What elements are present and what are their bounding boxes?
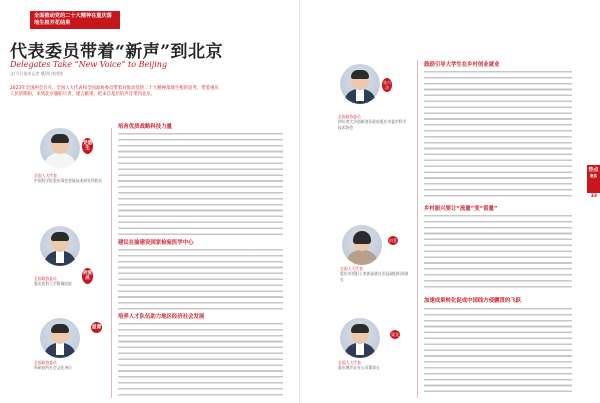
person-caption: 全国政协委员 四川省大学创新创业政府重庆市委市科学技术协会 [338, 114, 407, 130]
portrait-photo [340, 318, 380, 358]
section-heading: 鼓励引导大学生在乡村创业就业 [424, 62, 500, 68]
person-caption: 全国政协委员 科研院所社会文化单位 [34, 360, 72, 371]
article-title: 代表委员带着“新声”到北京 [10, 42, 224, 62]
section-heading: 培育优质战略科技力量 [118, 124, 172, 130]
body-text-block [424, 308, 572, 396]
name-tag: 张兴涛 [383, 80, 391, 90]
body-text-block [118, 133, 283, 239]
portrait-photo [40, 318, 80, 358]
section-heading: 培养人才队伍助力地区经济社会发展 [118, 314, 205, 320]
topic-badge: 全面推动党的二十大精神在重庆落地生根开花结果 [30, 11, 120, 29]
body-text-block [118, 323, 283, 397]
name-tag: 党德生 [82, 138, 93, 154]
intro-paragraph: 2023年全国两会召开，全国人大代表和全国政协委员带着对推动党的二十大精神落地生根的思考，带着重庆人民的期盼，来到北京履职尽责，建言献策，把来自基层的声音带到北京。 [10, 86, 219, 98]
column-divider [417, 60, 418, 398]
portrait-photo [40, 128, 80, 168]
section-heading: 乡村振兴要让“流量”变“留量” [424, 206, 498, 212]
body-text-block [424, 215, 572, 291]
person-caption: 全国人大代表 中国科学院重庆绿色智能技术研究所院长 [34, 173, 103, 184]
portrait-photo [342, 225, 382, 265]
name-tag: 府爱成 [82, 268, 93, 284]
body-text-block [424, 71, 572, 199]
person-caption: 全国人大代表 重庆市酉阳土家族苗族自治县副组织部部长 [340, 266, 409, 282]
column-divider [111, 128, 112, 398]
portrait-photo [40, 226, 80, 266]
byline: 文/今日重庆记者 摄/图 图图图 [10, 71, 64, 76]
right-page [300, 0, 600, 403]
person-caption: 全国人大代表 重庆城乡农业公司董事长 [338, 360, 380, 371]
article-title-english: Delegates Take “New Voice” to Beijing [10, 60, 168, 69]
name-tag: 温谦 [91, 322, 102, 333]
section-side-tab: 热点 聚焦 [587, 165, 600, 193]
portrait-photo [340, 64, 380, 104]
body-text-block [118, 249, 283, 313]
name-tag: 梁龙 [391, 332, 399, 337]
page-number: 33 [590, 194, 597, 199]
section-heading: 加速成果转化促成中国线方侵鹏贯的飞跃 [424, 298, 522, 304]
person-caption: 全国政协委员 重庆医科大学附属医院 [34, 276, 72, 287]
section-heading: 建议在渝建设国家检验医学中心 [118, 240, 194, 246]
name-tag: 冉菲 [389, 238, 397, 243]
